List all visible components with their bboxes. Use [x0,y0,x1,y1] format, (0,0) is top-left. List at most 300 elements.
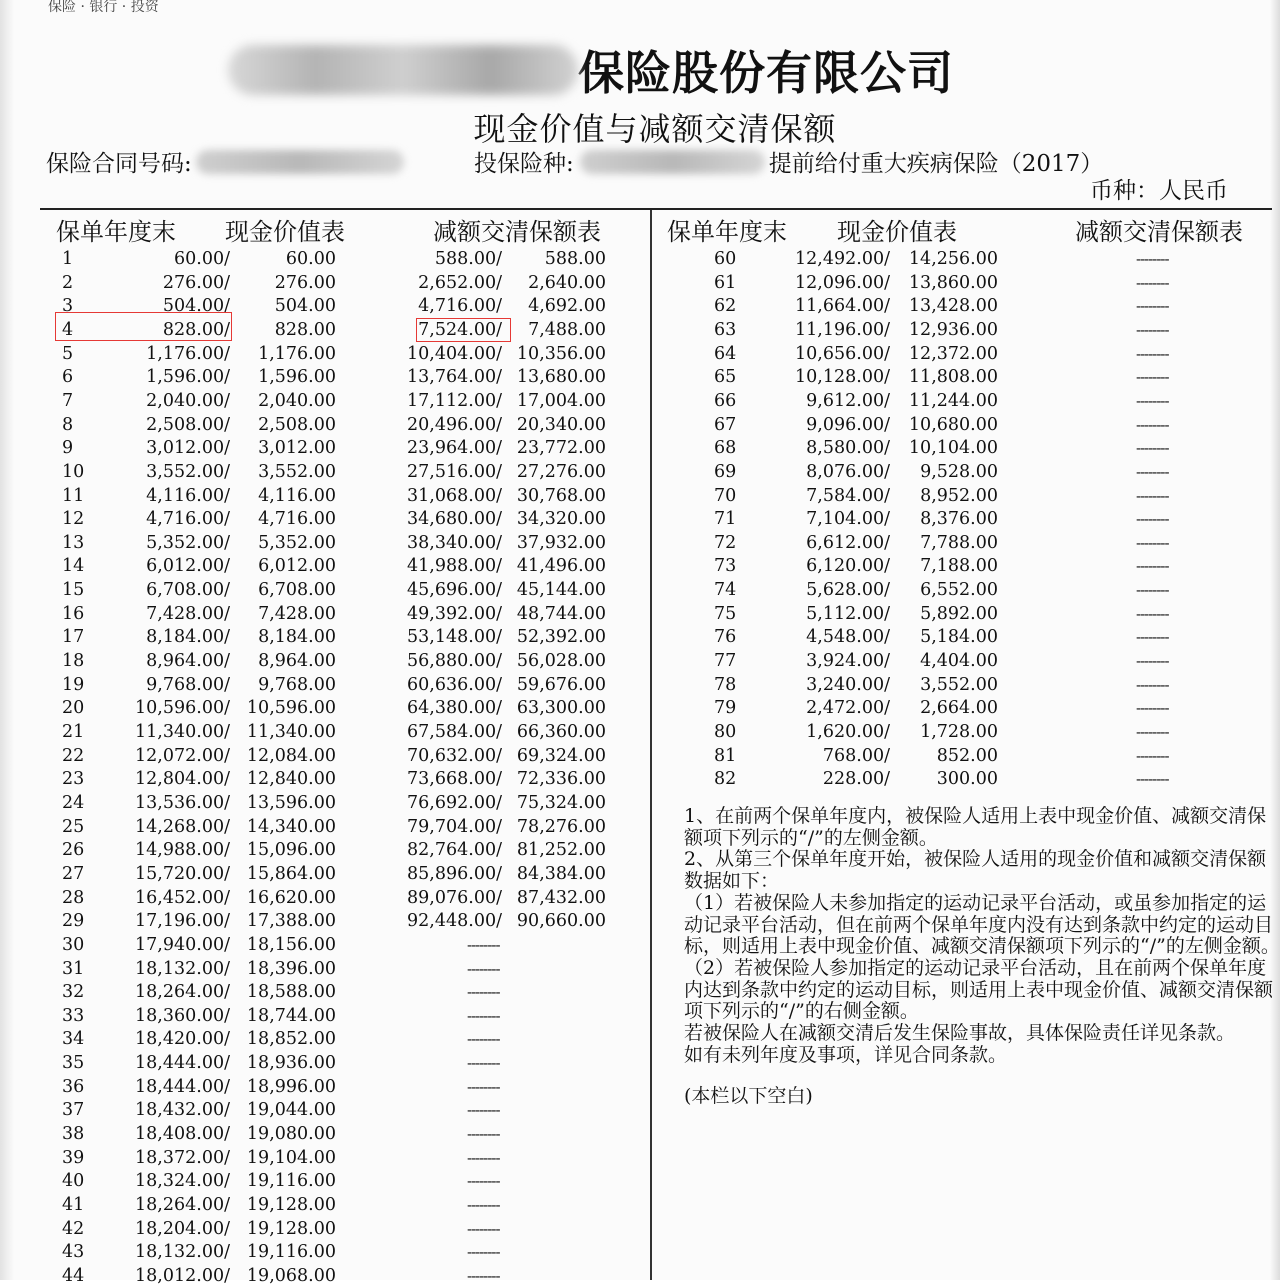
policy-year: 36 [62,1076,85,1097]
cash-value-right: 16,620.00 [246,887,336,908]
cash-value-left: 11,340.00/ [135,722,230,742]
policy-year: 81 [714,745,737,766]
redacted-contract-number [196,150,404,174]
policy-year: 80 [714,722,737,742]
notes-section [684,806,1280,1108]
cash-value-right: 19,068.00 [246,1265,336,1286]
cash-value-left: 12,096.00/ [795,272,890,293]
reduced-paid-up-left: 64,380.00/ [407,698,502,719]
reduced-paid-up-dash: -------- [1136,581,1169,600]
reduced-paid-up-right: 69,324.00 [516,745,606,766]
reduced-paid-up-left: 85,896.00/ [407,863,502,884]
currency-label: 币种：人民币 [1090,178,1228,204]
policy-year: 2 [62,272,74,293]
policy-year: 78 [714,674,737,695]
cash-value-left: 11,196.00/ [795,319,890,340]
reduced-paid-up-left: 7,524.00/ [418,319,502,340]
cash-value-left: 14,268.00/ [135,816,230,837]
reduced-paid-up-left: 17,112.00/ [407,390,502,411]
reduced-paid-up-dash: -------- [467,1006,500,1025]
reduced-paid-up-left: 89,076.00/ [407,887,502,908]
policy-year: 60 [714,249,737,269]
cash-value-left: 18,408.00/ [135,1124,230,1145]
policy-year: 13 [62,532,85,553]
reduced-paid-up-right: 23,772.00 [516,438,606,459]
reduced-paid-up-dash: -------- [1136,462,1169,481]
cash-value-right: 18,936.00 [246,1053,336,1074]
cash-value-left: 18,420.00/ [135,1029,230,1050]
reduced-paid-up-dash: -------- [1136,510,1169,529]
product-label: 投保险种: [474,151,574,177]
cash-value-left: 6,612.00/ [806,532,890,553]
cash-value-right: 5,184.00 [920,627,998,648]
cash-value-left: 18,372.00/ [135,1147,230,1168]
cash-value-right: 13,428.00 [908,296,998,317]
highlight-box-year4-cash [55,312,232,341]
cash-value-left: 9,768.00/ [146,674,230,695]
note-1: 1、在前两个保单年度内，被保险人适用上表中现金价值、减额交清保额项下列示的“/”的左侧金额。 [684,805,1267,849]
policy-year: 20 [62,698,85,719]
reduced-paid-up-right: 27,276.00 [516,461,606,482]
column-separator [650,210,652,1280]
cash-value-right: 19,116.00 [246,1171,336,1192]
cash-value-right: 6,012.00 [258,556,336,577]
reduced-paid-up-right: 75,324.00 [516,792,606,813]
reduced-paid-up-dash: -------- [467,1196,500,1214]
reduced-paid-up-left: 20,496.00/ [407,414,502,435]
reduced-paid-up-right: 78,276.00 [516,816,606,837]
cash-value-right: 828.00 [274,319,336,340]
reduced-paid-up-right: 66,360.00 [516,722,606,742]
cash-value-right: 19,128.00 [246,1195,336,1215]
reduced-paid-up-dash: -------- [467,1125,500,1144]
reduced-paid-up-right: 72,336.00 [516,769,606,790]
policy-year: 62 [714,296,737,317]
cash-value-right: 15,096.00 [246,840,336,861]
reduced-paid-up-dash: -------- [467,1148,500,1167]
cash-value-right: 15,864.00 [246,863,336,884]
reduced-paid-up-left: 76,692.00/ [407,792,502,813]
cash-value-left: 10,128.00/ [795,367,890,388]
policy-year: 10 [62,461,85,482]
cash-value-right: 300.00 [936,769,998,790]
cash-value-left: 5,352.00/ [146,532,230,553]
cash-value-right: 7,788.00 [920,532,998,553]
cash-value-right: 9,528.00 [920,461,998,482]
reduced-paid-up-left: 73,668.00/ [407,769,502,790]
cash-value-left: 8,076.00/ [806,461,890,482]
reduced-paid-up-left: 56,880.00/ [407,651,502,672]
reduced-paid-up-left: 79,704.00/ [407,816,502,837]
cash-value-left: 2,040.00/ [146,390,230,411]
reduced-paid-up-left: 92,448.00/ [407,911,502,932]
reduced-paid-up-right: 45,144.00 [516,580,606,601]
cash-value-right: 19,044.00 [246,1100,336,1121]
cash-value-right: 504.00 [274,296,336,317]
cash-value-right: 14,256.00 [908,249,998,269]
left-header-year: 保单年度末 [56,218,176,246]
cash-value-right: 18,588.00 [246,982,336,1003]
reduced-paid-up-dash: -------- [467,1030,500,1049]
policy-year: 17 [62,627,85,648]
policy-year: 30 [62,934,85,955]
cash-value-left: 3,012.00/ [146,438,230,459]
policy-year: 14 [62,556,85,577]
reduced-paid-up-left: 41,988.00/ [407,556,502,577]
policy-year: 22 [62,745,85,766]
policy-year: 21 [62,722,85,742]
policy-year: 74 [714,580,737,601]
cash-value-right: 2,664.00 [920,698,998,719]
reduced-paid-up-right: 34,320.00 [516,509,606,530]
policy-year: 61 [714,272,737,293]
reduced-paid-up-dash: -------- [1136,391,1169,410]
reduced-paid-up-dash: -------- [467,1077,500,1096]
reduced-paid-up-dash: -------- [467,1054,500,1073]
cash-value-right: 19,104.00 [246,1147,336,1168]
reduced-paid-up-right: 87,432.00 [516,887,606,908]
cash-value-right: 8,964.00 [258,651,336,672]
reduced-paid-up-right: 588.00 [544,249,606,269]
policy-year: 11 [62,485,85,506]
policy-year: 70 [714,485,737,506]
reduced-paid-up-right: 4,692.00 [528,296,606,317]
policy-year: 24 [62,792,85,813]
cash-value-left: 18,432.00/ [135,1100,230,1121]
cash-value-right: 17,388.00 [246,911,336,932]
reduced-paid-up-right: 10,356.00 [516,343,606,364]
cash-value-right: 8,184.00 [258,627,336,648]
cash-value-right: 1,728.00 [920,722,998,742]
cash-value-right: 18,156.00 [246,934,336,955]
reduced-paid-up-left: 34,680.00/ [407,509,502,530]
redacted-company-name [228,45,578,95]
company-name-suffix: 保险股份有限公司 [578,46,954,100]
cash-value-left: 3,924.00/ [806,651,890,672]
cash-value-left: 12,072.00/ [135,745,230,766]
cash-value-right: 60.00 [285,249,336,269]
cash-value-left: 4,116.00/ [146,485,230,506]
policy-year: 4 [62,319,74,340]
policy-year: 7 [62,390,74,411]
cash-value-left: 18,444.00/ [135,1053,230,1074]
cash-value-left: 9,096.00/ [806,414,890,435]
policy-year: 16 [62,603,85,624]
policy-year: 41 [62,1195,85,1215]
cash-value-right: 1,596.00 [258,367,336,388]
cash-value-right: 8,952.00 [920,485,998,506]
top-tagline: 保险 · 银行 · 投资 [48,0,159,15]
cash-value-left: 60.00/ [174,249,230,269]
cash-value-left: 17,196.00/ [135,911,230,932]
reduced-paid-up-left: 10,404.00/ [407,343,502,364]
cash-value-right: 10,104.00 [908,438,998,459]
reduced-paid-up-dash: -------- [467,1172,500,1191]
reduced-paid-up-dash: -------- [1136,297,1169,316]
reduced-paid-up-left: 4,716.00/ [418,296,502,317]
redacted-product-prefix [580,150,765,174]
reduced-paid-up-dash: -------- [1136,628,1169,647]
cash-value-right: 18,396.00 [246,958,336,979]
cash-value-right: 7,188.00 [920,556,998,577]
reduced-paid-up-dash: -------- [1136,699,1169,718]
policy-year: 43 [62,1242,85,1263]
cash-value-right: 276.00 [274,272,336,293]
policy-year: 33 [62,1005,85,1026]
cash-value-left: 14,988.00/ [135,840,230,861]
reduced-paid-up-right: 30,768.00 [516,485,606,506]
policy-year: 31 [62,958,85,979]
left-header-reduced-paid-up: 减额交清保额表 [433,218,601,246]
policy-year: 34 [62,1029,85,1050]
reduced-paid-up-right: 2,640.00 [528,272,606,293]
reduced-paid-up-right: 63,300.00 [516,698,606,719]
policy-year: 9 [62,438,74,459]
policy-year: 19 [62,674,85,695]
cash-value-left: 3,240.00/ [806,674,890,695]
cash-value-right: 11,808.00 [908,367,998,388]
cash-value-left: 10,656.00/ [795,343,890,364]
reduced-paid-up-dash: -------- [1136,439,1169,458]
cash-value-right: 14,340.00 [246,816,336,837]
policy-year: 32 [62,982,85,1003]
reduced-paid-up-right: 17,004.00 [516,390,606,411]
cash-value-right: 6,552.00 [920,580,998,601]
cash-value-left: 17,940.00/ [135,934,230,955]
reduced-paid-up-right: 81,252.00 [516,840,606,861]
contract-label: 保险合同号码: [46,151,192,177]
reduced-paid-up-dash: -------- [467,935,500,954]
cash-value-left: 18,324.00/ [135,1171,230,1192]
reduced-paid-up-left: 588.00/ [434,249,502,269]
cash-value-left: 3,552.00/ [146,461,230,482]
cash-value-right: 10,680.00 [908,414,998,435]
reduced-paid-up-dash: -------- [1136,746,1169,765]
cash-value-right: 2,040.00 [258,390,336,411]
cash-value-left: 6,120.00/ [806,556,890,577]
policy-year: 15 [62,580,85,601]
blank-note: (本栏以下空白) [684,1085,813,1108]
note-3: （1）若被保险人未参加指定的运动记录平台活动，或虽参加指定的运动记录平台活动，但在前两个保单年度内没有达到条款中约定的运动目标，则适用上表中现金价值、减额交清保额项下列示的“/”的左侧金额。 [684,891,1280,958]
policy-year: 37 [62,1100,85,1121]
reduced-paid-up-right: 90,660.00 [516,911,606,932]
policy-year: 63 [714,319,737,340]
reduced-paid-up-left: 31,068.00/ [407,485,502,506]
reduced-paid-up-dash: -------- [1136,368,1169,387]
right-header-year: 保单年度末 [667,218,787,246]
reduced-paid-up-dash: -------- [1136,320,1169,339]
cash-value-left: 828.00/ [162,319,230,340]
reduced-paid-up-dash: -------- [1136,604,1169,623]
note-2: 2、从第三个保单年度开始，被保险人适用的现金价值和减额交清保额数据如下： [684,848,1267,893]
cash-value-left: 18,132.00/ [135,1242,230,1263]
policy-year: 67 [714,414,737,435]
cash-value-left: 13,536.00/ [135,792,230,813]
policy-year: 29 [62,911,85,932]
reduced-paid-up-dash: -------- [1136,533,1169,552]
reduced-paid-up-left: 82,764.00/ [407,840,502,861]
reduced-paid-up-left: 70,632.00/ [407,745,502,766]
cash-value-left: 10,596.00/ [135,698,230,719]
note-6: 如有未列年度及事项，详见合同条款。 [684,1043,1008,1066]
cash-value-right: 10,596.00 [246,698,336,719]
reduced-paid-up-dash: -------- [467,959,500,978]
cash-value-right: 3,552.00 [258,461,336,482]
reduced-paid-up-right: 59,676.00 [516,674,606,695]
reduced-paid-up-dash: -------- [1136,344,1169,363]
policy-year: 64 [714,343,737,364]
policy-year: 26 [62,840,85,861]
policy-year: 38 [62,1124,85,1145]
cash-value-right: 12,840.00 [246,769,336,790]
policy-year: 68 [714,438,737,459]
cash-value-left: 16,452.00/ [135,887,230,908]
reduced-paid-up-right: 56,028.00 [516,651,606,672]
policy-year: 76 [714,627,737,648]
product-info [474,145,1103,178]
cash-value-right: 11,340.00 [246,722,336,742]
reduced-paid-up-right: 84,384.00 [516,863,606,884]
reduced-paid-up-dash: -------- [1136,557,1169,576]
cash-value-left: 4,548.00/ [806,627,890,648]
reduced-paid-up-left: 45,696.00/ [407,580,502,601]
cash-value-left: 1,176.00/ [146,343,230,364]
cash-value-left: 8,184.00/ [146,627,230,648]
reduced-paid-up-dash: -------- [1136,770,1169,789]
reduced-paid-up-dash: -------- [1136,675,1169,694]
cash-value-right: 19,128.00 [246,1218,336,1239]
cash-value-left: 228.00/ [822,769,890,790]
cash-value-left: 18,444.00/ [135,1076,230,1097]
cash-value-left: 2,508.00/ [146,414,230,435]
cash-value-left: 1,596.00/ [146,367,230,388]
cash-value-right: 18,852.00 [246,1029,336,1050]
policy-year: 27 [62,863,85,884]
policy-year: 72 [714,532,737,553]
policy-year: 82 [714,769,737,790]
cash-value-right: 18,996.00 [246,1076,336,1097]
policy-year: 5 [62,343,74,364]
cash-value-left: 12,804.00/ [135,769,230,790]
cash-value-right: 19,080.00 [246,1124,336,1145]
reduced-paid-up-dash: -------- [467,1219,500,1238]
reduced-paid-up-right: 7,488.00 [528,319,606,340]
cash-value-left: 2,472.00/ [806,698,890,719]
cash-value-left: 5,112.00/ [806,603,890,624]
cash-value-right: 5,352.00 [258,532,336,553]
policy-year: 25 [62,816,85,837]
cash-value-left: 768.00/ [822,745,890,766]
cash-value-left: 7,428.00/ [146,603,230,624]
cash-value-left: 9,612.00/ [806,390,890,411]
cash-value-left: 15,720.00/ [135,863,230,884]
policy-year: 12 [62,509,85,530]
cash-value-left: 7,584.00/ [806,485,890,506]
cash-value-right: 4,716.00 [258,509,336,530]
cash-value-left: 5,628.00/ [806,580,890,601]
cash-value-right: 13,860.00 [908,272,998,293]
policy-year: 73 [714,556,737,577]
reduced-paid-up-left: 49,392.00/ [407,603,502,624]
cash-value-left: 6,708.00/ [146,580,230,601]
cash-value-right: 18,744.00 [246,1005,336,1026]
policy-year: 35 [62,1053,85,1074]
policy-year: 65 [714,367,737,388]
cash-value-right: 9,768.00 [258,674,336,695]
policy-year: 39 [62,1147,85,1168]
cash-value-right: 12,084.00 [246,745,336,766]
reduced-paid-up-dash: -------- [467,1266,500,1285]
reduced-paid-up-dash: -------- [467,1101,500,1120]
policy-year: 6 [62,367,74,388]
cash-value-right: 3,552.00 [920,674,998,695]
reduced-paid-up-left: 2,652.00/ [418,272,502,293]
cash-value-left: 18,360.00/ [135,1005,230,1026]
cash-value-left: 18,264.00/ [135,982,230,1003]
cash-value-right: 4,116.00 [258,485,336,506]
reduced-paid-up-left: 38,340.00/ [407,532,502,553]
cash-value-left: 7,104.00/ [806,509,890,530]
cash-value-left: 6,012.00/ [146,556,230,577]
cash-value-left: 18,012.00/ [135,1265,230,1286]
policy-year: 40 [62,1171,85,1192]
policy-year: 71 [714,509,737,530]
reduced-paid-up-dash: -------- [1136,273,1169,292]
reduced-paid-up-dash: -------- [467,1243,500,1262]
reduced-paid-up-dash: -------- [467,983,500,1002]
reduced-paid-up-left: 27,516.00/ [407,461,502,482]
policy-year: 44 [62,1265,85,1286]
right-header-reduced-paid-up: 减额交清保额表 [1075,218,1243,246]
policy-year: 8 [62,414,74,435]
reduced-paid-up-left: 23,964.00/ [407,438,502,459]
reduced-paid-up-left: 53,148.00/ [407,627,502,648]
policy-year: 28 [62,887,85,908]
cash-value-left: 18,132.00/ [135,958,230,979]
table-top-rule [40,208,1272,210]
reduced-paid-up-left: 13,764.00/ [407,367,502,388]
cash-value-right: 852.00 [936,745,998,766]
cash-value-left: 18,204.00/ [135,1218,230,1239]
cash-value-right: 8,376.00 [920,509,998,530]
cash-value-right: 4,404.00 [920,651,998,672]
policy-year: 77 [714,651,737,672]
reduced-paid-up-right: 52,392.00 [516,627,606,648]
cash-value-left: 8,964.00/ [146,651,230,672]
cash-value-right: 6,708.00 [258,580,336,601]
cash-value-left: 1,620.00/ [806,722,890,742]
cash-value-right: 1,176.00 [258,343,336,364]
document-title: 现金价值与减额交清保额 [473,110,837,148]
policy-year: 23 [62,769,85,790]
cash-value-left: 8,580.00/ [806,438,890,459]
company-header [228,40,954,100]
policy-year: 1 [62,249,74,269]
policy-year: 18 [62,651,85,672]
cash-value-right: 7,428.00 [258,603,336,624]
reduced-paid-up-right: 41,496.00 [516,556,606,577]
policy-year: 66 [714,390,737,411]
policy-year: 69 [714,461,737,482]
cash-value-left: 11,664.00/ [795,296,890,317]
reduced-paid-up-dash: -------- [1136,652,1169,671]
reduced-paid-up-left: 67,584.00/ [407,722,502,742]
reduced-paid-up-right: 20,340.00 [516,414,606,435]
cash-value-right: 2,508.00 [258,414,336,435]
cash-value-right: 11,244.00 [908,390,998,411]
note-5: 若被保险人在减额交清后发生保险事故，具体保险责任详见条款。 [684,1022,1236,1045]
left-header-cash-value: 现金价值表 [225,218,345,246]
